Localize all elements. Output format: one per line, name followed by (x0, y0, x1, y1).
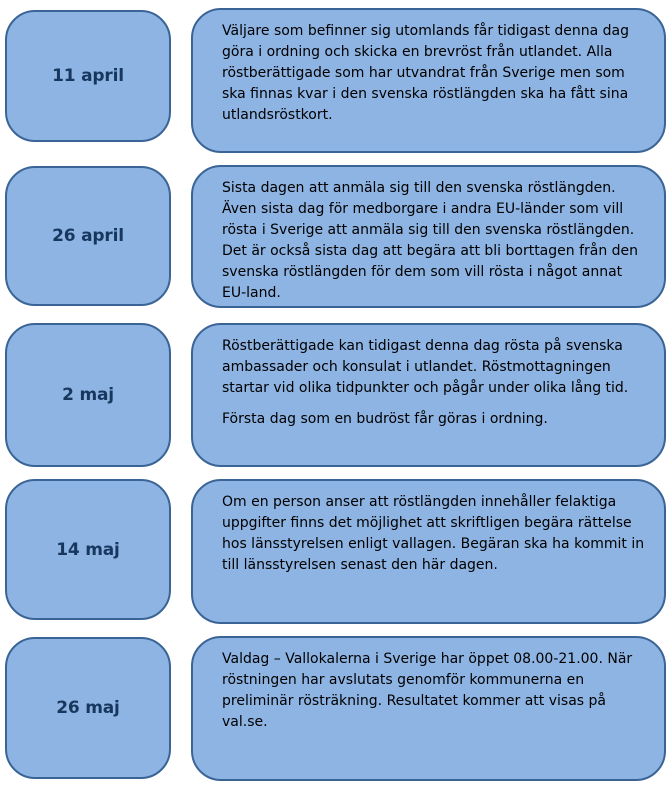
date-label: 11 april (52, 66, 124, 86)
description-text: Första dag som en budröst får göras i ordning. (222, 411, 548, 427)
date-box (5, 10, 171, 142)
description-text: Röstberättigade kan tidigast denna dag rösta på svenska ambassader och konsulat i utlandet. Röstmottagningen startar vid olika tidpunkter och pågår under olika lång tid. (222, 338, 629, 396)
date-box (5, 166, 171, 306)
date-label: 26 april (52, 226, 124, 246)
description-text: Om en person anser att röstlängden innehåller felaktiga uppgifter finns det möjlighet att skriftligen begära rättelse hos länsstyrelsen enligt vallagen. Begäran ska ha kommit in till länsstyrelsen senast den här dagen. (222, 494, 645, 573)
description-text: Sista dagen att anmäla sig till den svenska röstlängden. Även sista dag för medborgare i andra EU-länder som vill rösta i Sverige att anmäla sig till den svenska röstlängden. Det är också sista dag att begära att bli borttagen från den svenska röstlängden för dem som vill rösta i något annat EU-land. (222, 180, 639, 301)
date-box (5, 323, 171, 467)
description-text: Väljare som befinner sig utomlands får tidigast denna dag göra i ordning och skicka en brevröst från utlandet. Alla röstberättigade som har utvandrat från Sverige men som ska finnas kvar i den svenska röstlängden ska ha fått sina utlandsröstkort. (222, 23, 630, 123)
description-box (191, 479, 666, 624)
description-text: Valdag – Vallokalerna i Sverige har öppet 08.00-21.00. När röstningen har avslutats genomför kommunerna en preliminär rösträkning. Resultatet kommer att visas på val.se. (222, 651, 633, 730)
description-box (191, 165, 666, 308)
date-label: 2 maj (62, 385, 114, 405)
date-label: 26 maj (56, 698, 120, 718)
description-box (191, 636, 666, 781)
date-box (5, 479, 171, 620)
description-box (191, 323, 666, 467)
description-box (191, 8, 666, 153)
date-label: 14 maj (56, 539, 120, 560)
date-box (5, 637, 171, 779)
